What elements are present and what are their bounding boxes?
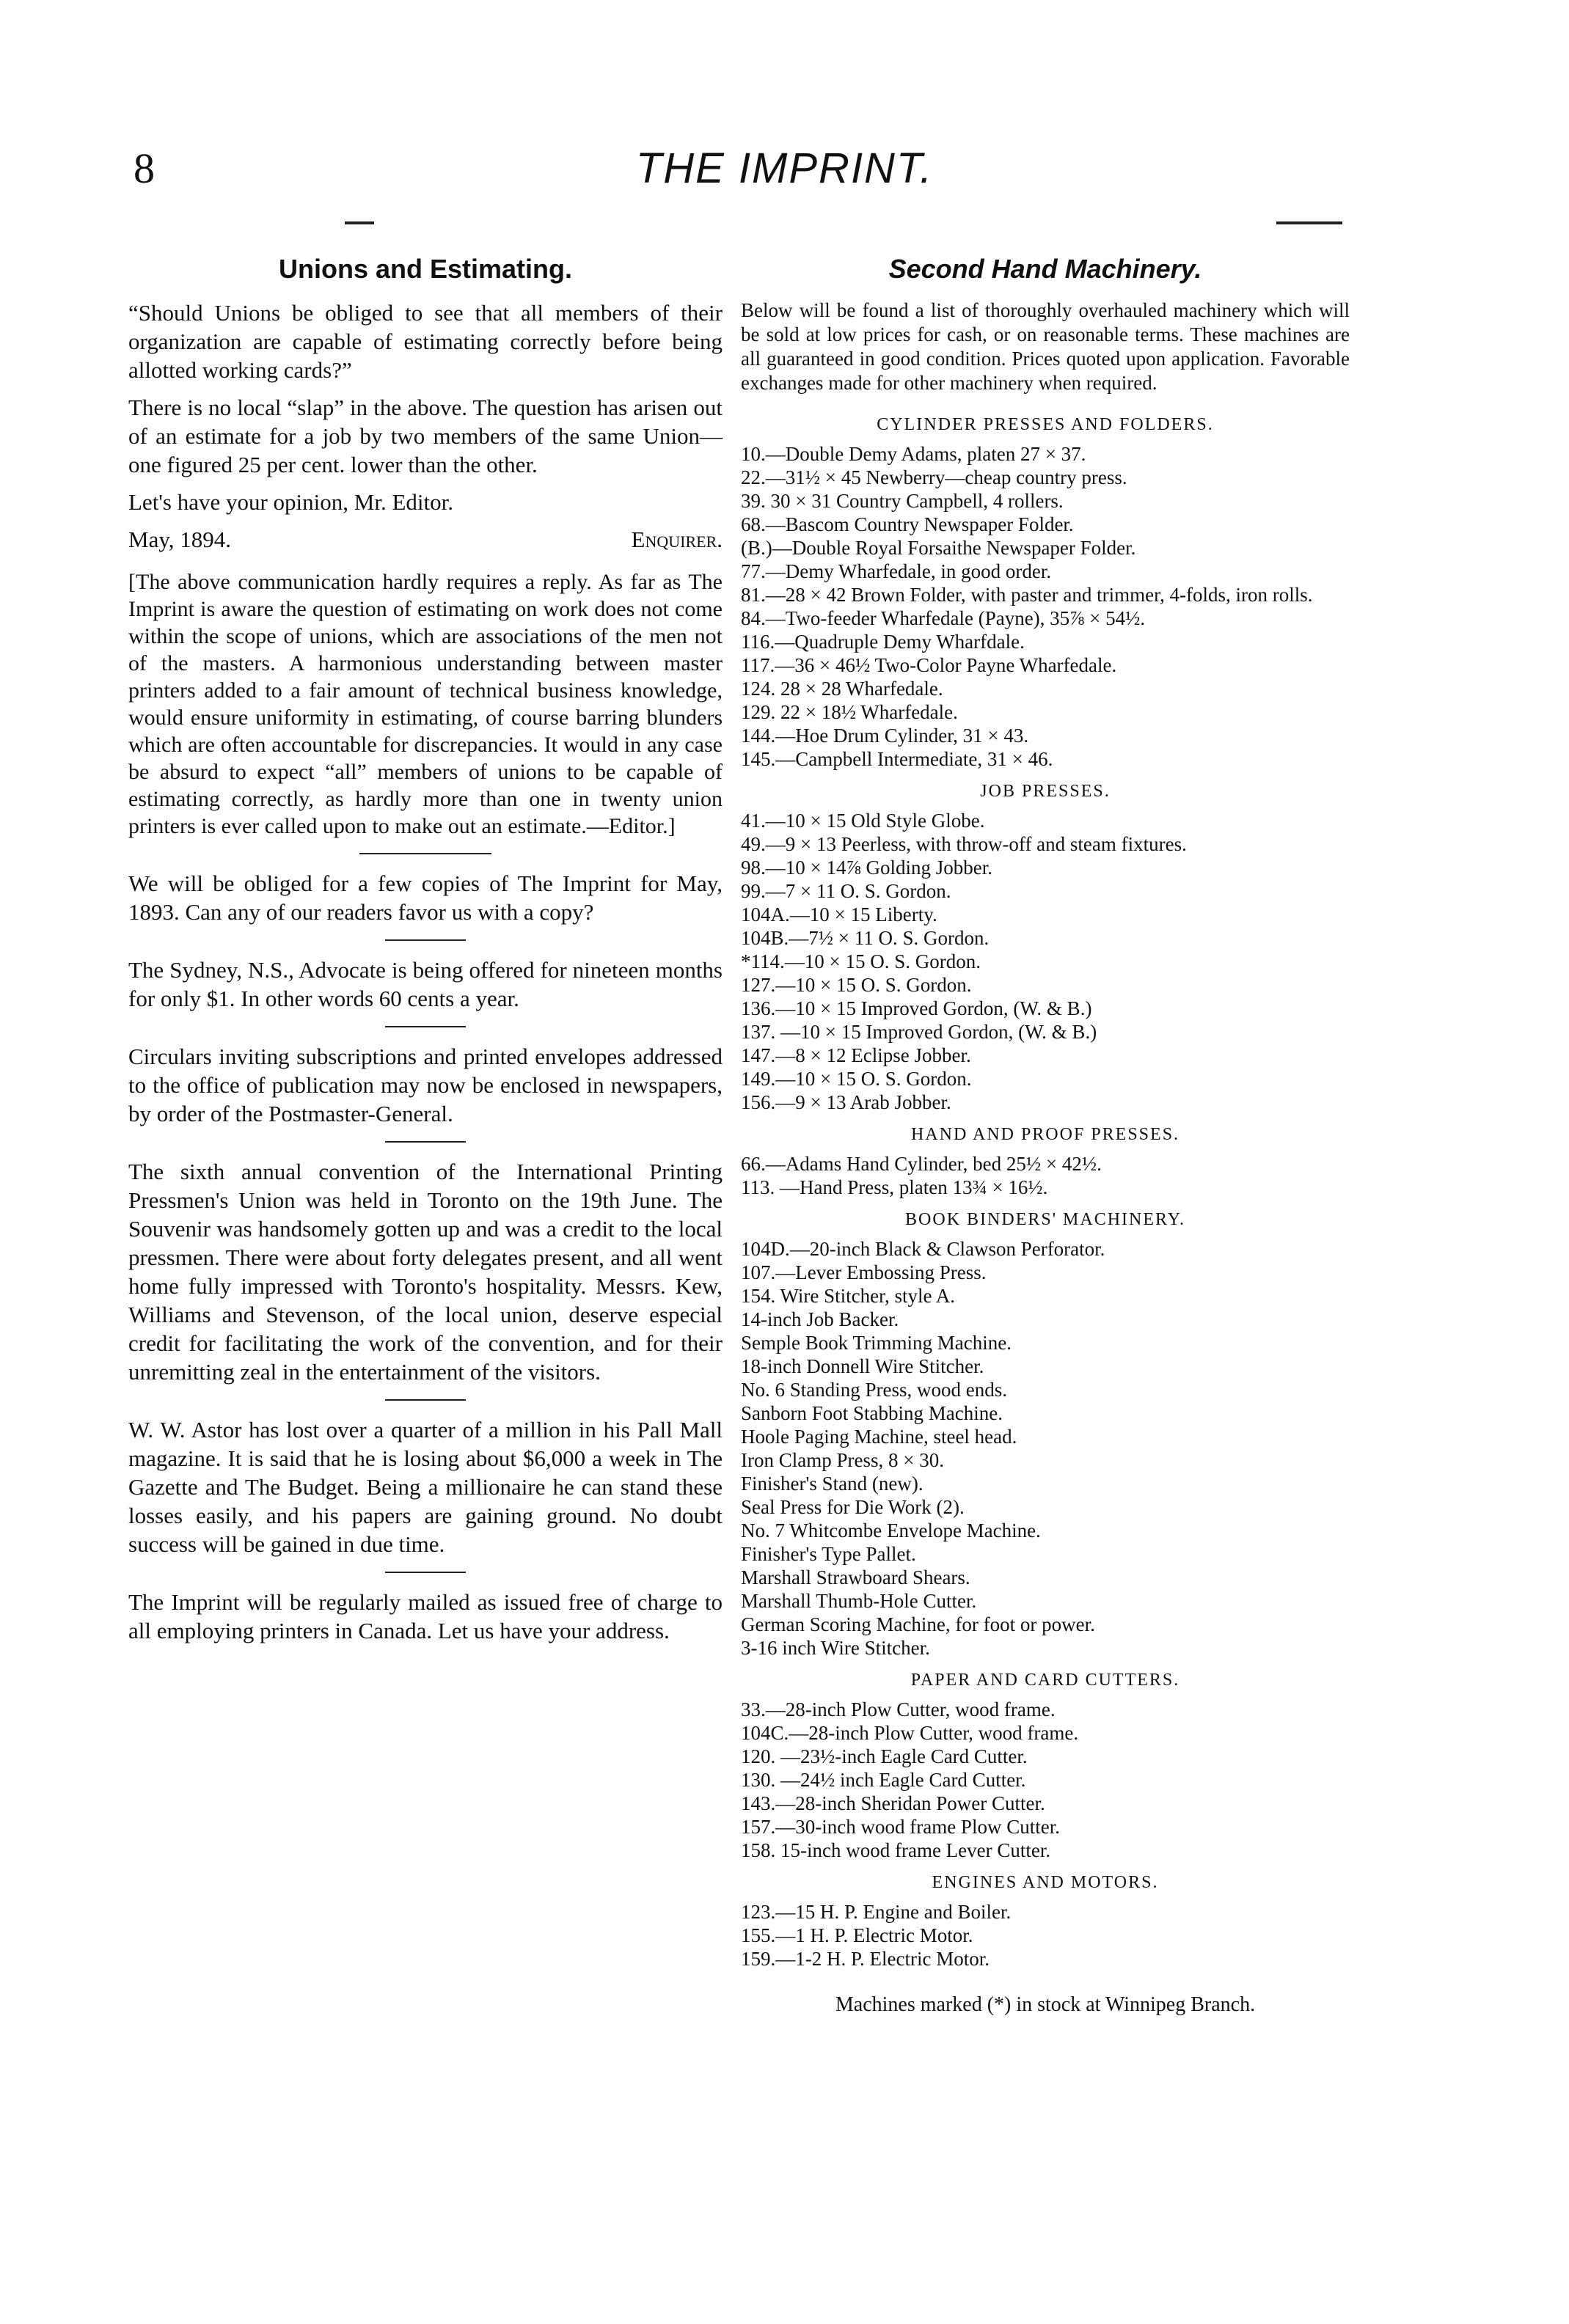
machinery-item: *114.—10 × 15 O. S. Gordon. (741, 950, 981, 972)
machinery-item: 107.—Lever Embossing Press. (741, 1261, 987, 1283)
category-heading: JOB PRESSES. (980, 782, 1111, 801)
editor-note: [The above communication hardly requires a reply. As far as The Imprint is aware the question of estimating on work does not come within the scope of unions, which are associations of the men not of the masters. A harmonious understanding between master printers added to a fair amount of technical business knowledge, would ensure uniformity in estimating, of course barring blunders which are often accountable for discrepancies. It would in any case be absurd to expect “all” members of unions to be capable of estimating correctly, as hardly more than one in twenty union printers is ever called upon to make out an estimate.—Editor.] (128, 570, 723, 838)
news-item: The Imprint will be regularly mailed as issued free of charge to all employing printers in Canada. Let us have your address. (128, 1589, 723, 1643)
machinery-item: 66.—Adams Hand Cylinder, bed 25½ × 42½. (741, 1153, 1102, 1175)
letter-paragraph: Let's have your opinion, Mr. Editor. (128, 489, 453, 515)
article-title-unions: Unions and Estimating. (278, 254, 573, 284)
machinery-list (741, 413, 1350, 1971)
machinery-item: 99.—7 × 11 O. S. Gordon. (741, 880, 951, 902)
machinery-item: 68.—Bascom Country Newspaper Folder. (741, 513, 1074, 535)
machinery-item: 157.—30-inch wood frame Plow Cutter. (741, 1816, 1060, 1838)
machinery-item: No. 6 Standing Press, wood ends. (741, 1379, 1007, 1401)
machinery-item: 104D.—20-inch Black & Clawson Perforator. (741, 1238, 1105, 1260)
machinery-item: 33.—28-inch Plow Cutter, wood frame. (741, 1698, 1056, 1720)
machinery-item: (B.)—Double Royal Forsaithe Newspaper Folder. (741, 537, 1136, 559)
machinery-item: 14-inch Job Backer. (741, 1308, 899, 1330)
machinery-item: German Scoring Machine, for foot or power. (741, 1613, 1095, 1635)
machinery-item: 156.—9 × 13 Arab Jobber. (741, 1091, 951, 1113)
machinery-item: Sanborn Foot Stabbing Machine. (741, 1402, 1003, 1424)
letter-paragraph: There is no local “slap” in the above. The question has arisen out of an estimate for a job by two members of the same Union—one figured 25 per cent. lower than the other. (128, 395, 723, 477)
machinery-item: 159.—1-2 H. P. Electric Motor. (741, 1948, 990, 1970)
machinery-item: Finisher's Stand (new). (741, 1473, 924, 1495)
letter-quote: “Should Unions be obliged to see that all members of their organization are capable of estimating correctly before being allotted working cards?” (128, 300, 723, 383)
news-item: The Sydney, N.S., Advocate is being offered for nineteen months for only $1. In other words 60 cents a year. (128, 957, 723, 1011)
machinery-item: 144.—Hoe Drum Cylinder, 31 × 43. (741, 725, 1029, 747)
machinery-item: 147.—8 × 12 Eclipse Jobber. (741, 1044, 971, 1066)
machinery-item: 127.—10 × 15 O. S. Gordon. (741, 974, 972, 996)
column-separator (359, 853, 491, 854)
category-heading: PAPER AND CARD CUTTERS. (910, 1671, 1180, 1690)
page-number: 8 (134, 144, 155, 192)
machinery-item: 123.—15 H. P. Engine and Boiler. (741, 1901, 1012, 1923)
header-rule (1276, 221, 1342, 224)
machinery-item: Seal Press for Die Work (2). (741, 1496, 965, 1518)
header-rule (345, 221, 374, 224)
machinery-item: 22.—31½ × 45 Newberry—cheap country press. (741, 466, 1127, 488)
page-title: THE IMPRINT. (635, 144, 934, 192)
machinery-item: Iron Clamp Press, 8 × 30. (741, 1449, 944, 1471)
machinery-item: 136.—10 × 15 Improved Gordon, (W. & B.) (741, 997, 1092, 1019)
machinery-item: 124. 28 × 28 Wharfedale. (741, 678, 943, 700)
machinery-item: 129. 22 × 18½ Wharfedale. (741, 701, 958, 723)
machinery-item: 130. —24½ inch Eagle Card Cutter. (741, 1769, 1026, 1791)
machinery-item: 137. —10 × 15 Improved Gordon, (W. & B.) (741, 1021, 1097, 1043)
category-heading: BOOK BINDERS' MACHINERY. (905, 1210, 1185, 1229)
machinery-item: 77.—Demy Wharfedale, in good order. (741, 560, 1052, 582)
machinery-item: 3-16 inch Wire Stitcher. (741, 1637, 930, 1659)
machinery-item: Semple Book Trimming Machine. (741, 1332, 1012, 1354)
article-title-machinery: Second Hand Machinery. (888, 254, 1202, 284)
machinery-item: 158. 15-inch wood frame Lever Cutter. (741, 1839, 1051, 1861)
machinery-item: 120. —23½-inch Eagle Card Cutter. (741, 1745, 1028, 1767)
stock-note: Machines marked (*) in stock at Winnipeg Branch. (835, 1993, 1256, 2016)
machinery-item: 41.—10 × 15 Old Style Globe. (741, 810, 985, 832)
column-separator (385, 1026, 466, 1027)
column-separator (385, 1572, 466, 1573)
news-item: We will be obliged for a few copies of The Imprint for May, 1893. Can any of our readers favor us with a copy? (128, 870, 723, 925)
machinery-item: 155.—1 H. P. Electric Motor. (741, 1924, 973, 1946)
category-heading: HAND AND PROOF PRESSES. (910, 1125, 1180, 1144)
machinery-item: 84.—Two-feeder Wharfedale (Payne), 35⅞ × 54½. (741, 607, 1146, 629)
machinery-item: 104B.—7½ × 11 O. S. Gordon. (741, 927, 990, 949)
column-separator (385, 1399, 466, 1401)
letter-signature: Enquirer. (631, 527, 723, 552)
machinery-intro: Below will be found a list of thoroughly overhauled machinery which will be sold at low prices for cash, or on reasonable terms. These machines are all guaranteed in good condition. Prices quoted upon application. Favorable exchanges made for other machinery when required. (741, 299, 1350, 394)
machinery-item: Finisher's Type Pallet. (741, 1543, 916, 1565)
machinery-item: Marshall Thumb-Hole Cutter. (741, 1590, 977, 1612)
machinery-item: 10.—Double Demy Adams, platen 27 × 37. (741, 443, 1086, 465)
news-item: W. W. Astor has lost over a quarter of a million in his Pall Mall magazine. It is said that he is losing about $6,000 a week in The Gazette and The Budget. Being a millionaire he can stand these losses easily, and his papers are gaining ground. No doubt success will be gained in due time. (128, 1417, 723, 1557)
news-item: Circulars inviting subscriptions and printed envelopes addressed to the office of publication may now be enclosed in newspapers, by order of the Postmaster-General. (128, 1044, 723, 1126)
machinery-item: 113. —Hand Press, platen 13¾ × 16½. (741, 1176, 1048, 1198)
letter-date: May, 1894. (128, 527, 232, 552)
machinery-item: 39. 30 × 31 Country Campbell, 4 rollers. (741, 490, 1064, 512)
machinery-item: Hoole Paging Machine, steel head. (741, 1426, 1017, 1448)
machinery-item: 18-inch Donnell Wire Stitcher. (741, 1355, 984, 1377)
machinery-item: 49.—9 × 13 Peerless, with throw-off and steam fixtures. (741, 833, 1187, 855)
column-separator (385, 939, 466, 941)
machinery-item: No. 7 Whitcombe Envelope Machine. (741, 1520, 1041, 1542)
news-item: The sixth annual convention of the International Printing Pressmen's Union was held in Toronto on the 19th June. The Souvenir was handsomely gotten up and was a credit to the local pressmen. There were about forty delegates present, and all went home fully impressed with Toronto's hospitality. Messrs. Kew, Williams and Stevenson, of the local union, deserve especial credit for facilitating the work of the convention, and for their unremitting zeal in the entertainment of the visitors. (128, 1159, 723, 1385)
machinery-item: 149.—10 × 15 O. S. Gordon. (741, 1068, 972, 1090)
category-heading: CYLINDER PRESSES AND FOLDERS. (877, 415, 1214, 434)
machinery-item: 145.—Campbell Intermediate, 31 × 46. (741, 748, 1053, 770)
machinery-item: 81.—28 × 42 Brown Folder, with paster and trimmer, 4-folds, iron rolls. (741, 584, 1313, 606)
machinery-item: Marshall Strawboard Shears. (741, 1566, 970, 1588)
machinery-item: 98.—10 × 14⅞ Golding Jobber. (741, 857, 992, 879)
machinery-item: 116.—Quadruple Demy Wharfdale. (741, 631, 1025, 653)
machinery-item: 143.—28-inch Sheridan Power Cutter. (741, 1792, 1045, 1814)
machinery-item: 117.—36 × 46½ Two-Color Payne Wharfedale. (741, 654, 1117, 676)
machinery-item: 104C.—28-inch Plow Cutter, wood frame. (741, 1722, 1079, 1744)
machinery-item: 104A.—10 × 15 Liberty. (741, 903, 937, 925)
category-heading: ENGINES AND MOTORS. (932, 1873, 1159, 1892)
left-column (128, 253, 723, 1654)
letter-signoff (128, 525, 723, 554)
machinery-item: 154. Wire Stitcher, style A. (741, 1285, 956, 1307)
column-separator (385, 1141, 466, 1143)
right-column (741, 253, 1350, 2017)
